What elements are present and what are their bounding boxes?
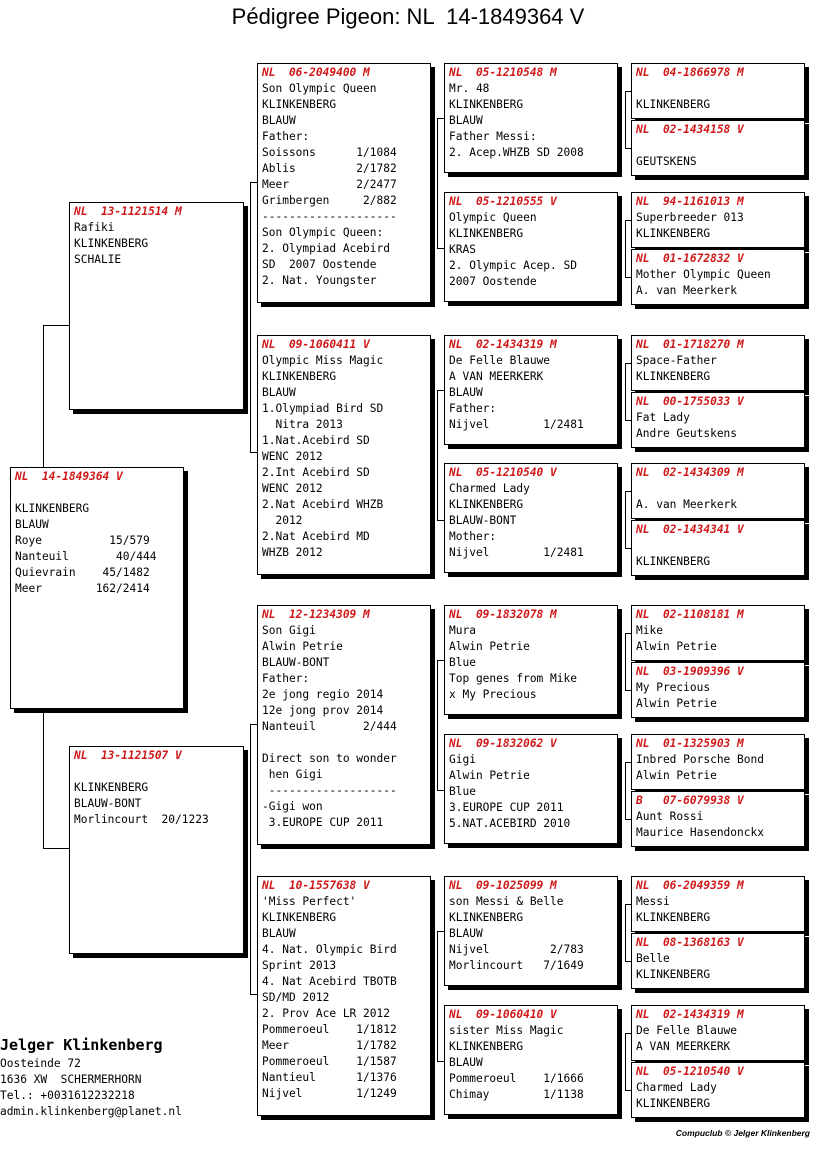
pedigree-line: x My Precious [449,688,537,701]
pedigree-line: BLAUW [262,927,296,940]
connector-line [625,363,626,420]
gen4-box [631,876,805,932]
ring-number: NL 13-1121507 V [74,749,182,762]
pedigree-line: A. van Meerkerk [636,498,738,511]
pedigree-line: 3.EUROPE CUP 2011 [262,816,384,829]
pedigree-line: De Felle Blauwe [636,1024,738,1037]
pedigree-line: Alwin Petrie [636,769,717,782]
ring-number: NL 06-2049400 M [262,66,370,79]
connector-line [625,277,631,278]
pedigree-line: KLINKENBERG [262,370,337,383]
connector-line [250,452,257,453]
pedigree-line: -------------------- [262,210,397,223]
connector-line [625,148,631,149]
pedigree-line: ------------------- [262,784,397,797]
pedigree-line: Pommeroeul 1/1587 [262,1055,397,1068]
pedigree-line: Direct son to wonder [262,752,397,765]
pedigree-line: Father: [262,130,310,143]
pedigree-line: A. van Meerkerk [636,284,738,297]
pedigree-line: 2.Nat Acebird MD [262,530,370,543]
ring-number: NL 09-1060411 V [262,338,370,351]
ring-number: NL 02-1434319 M [636,1008,744,1021]
pedigree-line: KLINKENBERG [636,98,711,111]
pedigree-line: Nanteuil 2/444 [262,720,397,733]
pedigree-line: Nijvel 1/2481 [449,418,584,431]
pedigree-line: My Precious [636,681,711,694]
pedigree-line: Alwin Petrie [262,640,343,653]
pedigree-line: Alwin Petrie [449,640,530,653]
pedigree-line: Olympic Queen [449,211,537,224]
pedigree-line: Nanteuil 40/444 [15,550,157,563]
pedigree-line: 2007 Oostende [449,275,537,288]
pedigree-line: Meer 162/2414 [15,582,150,595]
pedigree-line: De Felle Blauwe [449,354,551,367]
pedigree-line: KLINKENBERG [262,98,337,111]
pedigree-line: sister Miss Magic [449,1024,564,1037]
pedigree-line: BLAUW [15,518,49,531]
pedigree-line: KLINKENBERG [636,968,711,981]
connector-line [437,1061,444,1062]
pedigree-line: BLAUW [449,114,483,127]
ring-number: NL 05-1210540 V [449,466,557,479]
pedigree-line: Quievrain 45/1482 [15,566,150,579]
connector-line [625,690,631,691]
pedigree-line [636,481,800,497]
connector-line [625,1090,631,1091]
pedigree-line: 5.NAT.ACEBIRD 2010 [449,817,571,830]
pedigree-line: A VAN MEERKERK [636,1040,731,1053]
gen4-box [631,249,805,305]
pedigree-line: Nijvel 1/1249 [262,1087,397,1100]
pedigree-line: Nantieul 1/1376 [262,1071,397,1084]
footer-credit: Compuclub © Jelger Klinkenberg [675,1128,810,1138]
connector-line [625,91,626,148]
ring-number: NL 05-1210548 M [449,66,557,79]
pedigree-line: Meer 1/1782 [262,1039,397,1052]
pedigree-line: KLINKENBERG [74,781,149,794]
pedigree-line: KLINKENBERG [74,237,149,250]
pedigree-line: KLINKENBERG [636,370,711,383]
grandparent-box [257,63,431,303]
ring-number: NL 01-1325903 M [636,737,744,750]
ring-number: NL 02-1108181 M [636,608,744,621]
pedigree-line: KLINKENBERG [449,911,524,924]
pedigree-line: SCHALIE [74,253,122,266]
pedigree-line: BLAUW [262,386,296,399]
owner-email: admin.klinkenberg@planet.nl [0,1105,182,1118]
grandparent-box [257,605,431,845]
gen4-box [631,520,805,576]
pedigree-line: Son Olympic Queen [262,82,377,95]
pedigree-line: Space-Father [636,354,717,367]
ring-number: B 07-6079938 V [636,794,744,807]
pedigree-line: Olympic Miss Magic [262,354,384,367]
pedigree-line [74,764,239,780]
connector-line [437,118,444,119]
pedigree-line: Morlincourt 20/1223 [74,813,209,826]
pedigree-line: BLAUW-BONT [74,797,142,810]
ring-number: NL 08-1368163 V [636,936,744,949]
pedigree-line: KLINKENBERG [636,1097,711,1110]
pedigree-line: SD 2007 Oostende [262,258,377,271]
pedigree-line: Blue [449,785,476,798]
pedigree-line: 2e jong regio 2014 [262,688,384,701]
pedigree-line: Father: [262,672,310,685]
pedigree-line: KLINKENBERG [636,227,711,240]
gen4-box [631,335,805,391]
pedigree-line: KLINKENBERG [449,498,524,511]
ring-number: NL 12-1234309 M [262,608,370,621]
pedigree-line: Soissons 1/1084 [262,146,397,159]
ring-number: NL 01-1718270 M [636,338,744,351]
pedigree-line: Maurice Hasendonckx [636,826,764,839]
ring-number: NL 13-1121514 M [74,205,182,218]
gen4-box [631,463,805,519]
ring-number: NL 09-1060410 V [449,1008,557,1021]
pedigree-line: son Messi & Belle [449,895,564,908]
pedigree-line: WENC 2012 [262,482,323,495]
connector-line [250,182,251,452]
ring-number: NL 00-1755033 V [636,395,744,408]
ring-number: NL 02-1434309 M [636,466,744,479]
pedigree-line: Belle [636,952,670,965]
pedigree-line: BLAUW-BONT [262,656,330,669]
parent-box [69,202,244,410]
pedigree-line: 1.Olympiad Bird SD [262,402,384,415]
gen4-box [631,791,805,847]
pedigree-line: Pommeroeul 1/1666 [449,1072,584,1085]
gen4-box [631,662,805,718]
pedigree-line: Alwin Petrie [449,769,530,782]
pedigree-line: WENC 2012 [262,450,323,463]
ring-number: NL 02-1434158 V [636,123,744,136]
ring-number: NL 10-1557638 V [262,879,370,892]
pedigree-line: Nijvel 1/2481 [449,546,584,559]
pedigree-line: 2.Int Acebird SD [262,466,370,479]
ring-number: NL 06-2049359 M [636,879,744,892]
pedigree-line: Morlincourt 7/1649 [449,959,584,972]
ring-number: NL 04-1866978 M [636,66,744,79]
pedigree-line: 4. Nat Acebird TBOTB [262,975,397,988]
pedigree-line: Gigi [449,753,476,766]
pedigree-line [636,81,800,97]
connector-line [43,325,69,326]
great-grandparent-box [444,605,618,715]
gen4-box [631,192,805,248]
connector-line [437,390,438,520]
subject-box [10,467,184,709]
connector-line [625,819,631,820]
pedigree-line: 2. Nat. Youngster [262,274,377,287]
gen4-box [631,605,805,661]
pedigree-line: 2012 [262,514,303,527]
pedigree-line: Roye 15/579 [15,534,150,547]
connector-line [437,790,444,791]
pedigree-line: 2. Olympic Acep. SD [449,259,577,272]
pedigree-line: 2. Olympiad Acebird [262,242,390,255]
grandparent-box [257,335,431,575]
pedigree-line: BLAUW-BONT [449,514,517,527]
pedigree-line: Messi [636,895,670,908]
owner-phone: Tel.: +0031612232218 [0,1089,135,1102]
pedigree-line: BLAUW [449,386,483,399]
pedigree-line: Top genes from Mike [449,672,577,685]
connector-line [250,182,257,183]
pedigree-line: KLINKENBERG [449,1040,524,1053]
connector-line [625,220,626,277]
connector-line [625,420,631,421]
connector-line [437,118,438,248]
connector-line [43,325,44,468]
owner-address: Oosteinde 72 [0,1057,81,1070]
pedigree-line: Mr. 48 [449,82,490,95]
pedigree-line: 3.EUROPE CUP 2011 [449,801,564,814]
great-grandparent-box [444,876,618,986]
pedigree-line: 1.Nat.Acebird SD [262,434,370,447]
great-grandparent-box [444,734,618,844]
connector-line [437,390,444,391]
connector-line [625,633,626,690]
pedigree-line: Alwin Petrie [636,697,717,710]
connector-line [250,994,257,995]
pedigree-line: Superbreeder 013 [636,211,744,224]
connector-line [625,1033,626,1090]
ring-number: NL 03-1909396 V [636,665,744,678]
pedigree-line [636,538,800,554]
pedigree-line: KLINKENBERG [449,227,524,240]
pedigree-line: Son Gigi [262,624,316,637]
pedigree-line [636,138,800,154]
connector-line [437,520,444,521]
pedigree-line: Charmed Lady [449,482,530,495]
owner-city: 1636 XW SCHERMERHORN [0,1073,142,1086]
pedigree-line: Meer 2/2477 [262,178,397,191]
grandparent-box [257,876,431,1116]
pedigree-line: Grimbergen 2/882 [262,194,397,207]
ring-number: NL 09-1832078 M [449,608,557,621]
parent-box [69,746,244,954]
connector-line [625,762,626,819]
pedigree-line: KLINKENBERG [449,98,524,111]
connector-line [625,961,631,962]
pedigree-line: 2. Prov Ace LR 2012 [262,1007,390,1020]
ring-number: NL 94-1161013 M [636,195,744,208]
gen4-box [631,63,805,119]
pedigree-line: Inbred Porsche Bond [636,753,764,766]
pedigree-line: Rafiki [74,221,115,234]
pedigree-line: BLAUW [449,927,483,940]
connector-line [437,931,444,932]
pedigree-line [15,485,179,501]
pedigree-line: Ablis 2/1782 [262,162,397,175]
ring-number: NL 01-1672832 V [636,252,744,265]
ring-number: NL 09-1025099 M [449,879,557,892]
pedigree-line: Pommeroeul 1/1812 [262,1023,397,1036]
connector-line [43,709,44,849]
ring-number: NL 05-1210540 V [636,1065,744,1078]
pedigree-line: WHZB 2012 [262,546,323,559]
gen4-box [631,734,805,790]
great-grandparent-box [444,463,618,573]
ring-number: NL 02-1434341 V [636,523,744,536]
connector-line [625,548,631,549]
ring-number: NL 14-1849364 V [15,470,123,483]
gen4-box [631,120,805,176]
pedigree-line: Mother: [449,530,497,543]
pedigree-line: KLINKENBERG [262,911,337,924]
pedigree-line: GEUTSKENS [636,155,697,168]
pedigree-line: Nitra 2013 [262,418,343,431]
pedigree-line: Andre Geutskens [636,427,738,440]
pedigree-line: Son Olympic Queen: [262,226,384,239]
pedigree-line: KLINKENBERG [15,502,90,515]
pedigree-line: Aunt Rossi [636,810,704,823]
ring-number: NL 02-1434319 M [449,338,557,351]
owner-name: Jelger Klinkenberg [0,1036,163,1054]
pedigree-line: KLINKENBERG [636,555,711,568]
pedigree-line: Mura [449,624,476,637]
pedigree-line: Alwin Petrie [636,640,717,653]
connector-line [437,931,438,1061]
pedigree-line: 12e jong prov 2014 [262,704,384,717]
pedigree-line: A VAN MEERKERK [449,370,544,383]
pedigree-line: Fat Lady [636,411,690,424]
pedigree-line: 2.Nat Acebird WHZB [262,498,384,511]
gen4-box [631,1005,805,1061]
great-grandparent-box [444,192,618,302]
pedigree-line: 'Miss Perfect' [262,895,357,908]
pedigree-line: Father Messi: [449,130,537,143]
pedigree-line: BLAUW [449,1056,483,1069]
pedigree-line: Chimay 1/1138 [449,1088,584,1101]
great-grandparent-box [444,63,618,173]
pedigree-line: KLINKENBERG [636,911,711,924]
pedigree-line: hen Gigi [262,768,323,781]
gen4-box [631,392,805,448]
connector-line [437,660,444,661]
ring-number: NL 09-1832062 V [449,737,557,750]
pedigree-line: Nijvel 2/783 [449,943,584,956]
connector-line [437,660,438,790]
pedigree-line: Blue [449,656,476,669]
pedigree-line: KRAS [449,243,476,256]
pedigree-line: 4. Nat. Olympic Bird [262,943,397,956]
pedigree-line: Mother Olympic Queen [636,268,771,281]
great-grandparent-box [444,335,618,445]
pedigree-line: Sprint 2013 [262,959,337,972]
connector-line [625,491,626,548]
gen4-box [631,933,805,989]
pedigree-line: BLAUW [262,114,296,127]
pedigree-line: Father: [449,402,497,415]
great-grandparent-box [444,1005,618,1115]
gen4-box [631,1062,805,1118]
pedigree-line [262,735,426,751]
connector-line [250,724,257,725]
ring-number: NL 05-1210555 V [449,195,557,208]
connector-line [625,904,626,961]
pedigree-line: SD/MD 2012 [262,991,330,1004]
owner-block [0,1034,182,1120]
connector-line [250,724,251,994]
pedigree-line: -Gigi won [262,800,323,813]
page-title: Pédigree Pigeon: NL 14-1849364 V [231,4,585,29]
pedigree-line: Mike [636,624,663,637]
connector-line [43,848,69,849]
pedigree-line: 2. Acep.WHZB SD 2008 [449,146,584,159]
pedigree-line: Charmed Lady [636,1081,717,1094]
connector-line [437,248,444,249]
